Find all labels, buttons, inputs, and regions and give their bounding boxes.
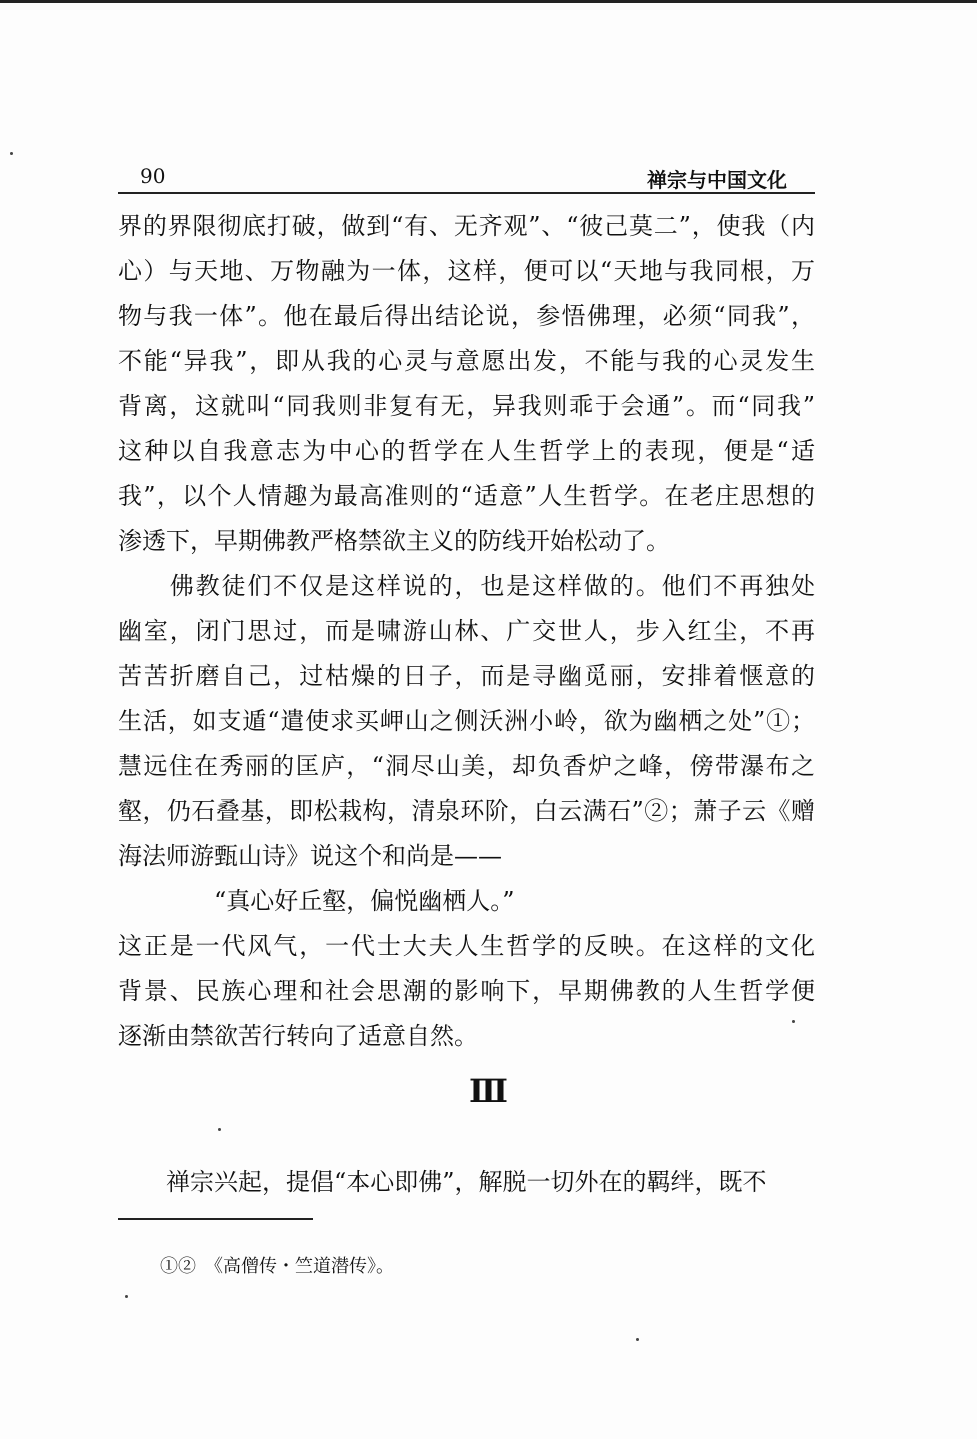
body-text <box>118 204 815 1059</box>
page-number: 90 <box>140 164 166 188</box>
running-title: 禅宗与中国文化 <box>647 168 787 192</box>
text-line: 佛教徒们不仅是这样说的，也是这样做的。他们不再独处 <box>118 572 815 600</box>
header-rule <box>118 192 815 194</box>
text-line: 物与我一体”。他在最后得出结论说，参悟佛理，必须“同我”， <box>118 302 815 330</box>
body-text-section3 <box>118 1160 815 1205</box>
scan-speck <box>125 1295 128 1298</box>
scan-top-edge <box>0 0 977 3</box>
text-line: 壑，仍石叠基，即松栽构，清泉环阶，白云满石”②；萧子云《赠 <box>118 797 815 825</box>
footnote: ①② 《高僧传・竺道潜传》。 <box>160 1256 394 1277</box>
text-line: 我”，以个人情趣为最高准则的“适意”人生哲学。在老庄思想的 <box>118 482 815 510</box>
text-line: 这正是一代风气，一代士大夫人生哲学的反映。在这样的文化 <box>118 932 815 960</box>
text-line: 这种以自我意志为中心的哲学在人生哲学上的表现，便是“适 <box>118 437 815 465</box>
scan-speck <box>218 1128 221 1131</box>
text-line: 心）与天地、万物融为一体，这样，便可以“天地与我同根，万 <box>118 257 815 285</box>
text-line: 海法师游甄山诗》说这个和尚是—— <box>118 842 502 870</box>
text-line: 逐渐由禁欲苦行转向了适意自然。 <box>118 1022 478 1050</box>
text-line: 背景、民族心理和社会思潮的影响下，早期佛教的人生哲学便 <box>118 977 815 1005</box>
scan-speck <box>792 1020 795 1023</box>
text-line: 生活，如支遁“遣使求买岬山之侧沃洲小岭，欲为幽栖之处”①； <box>118 707 815 735</box>
section-number: Ⅲ <box>469 1072 508 1110</box>
text-line: 背离，这就叫“同我则非复有无，异我则乖于会通”。而“同我” <box>118 392 815 420</box>
quoted-verse: “真心好丘壑，偏悦幽栖人。” <box>214 887 515 915</box>
text-line: 幽室，闭门思过，而是啸游山林、广交世人，步入红尘，不再 <box>118 617 815 645</box>
text-line: 禅宗兴起，提倡“本心即佛”，解脱一切外在的羁绊，既不 <box>118 1168 767 1196</box>
text-line: 不能“异我”，即从我的心灵与意愿出发，不能与我的心灵发生 <box>118 347 815 375</box>
scan-speck <box>10 152 13 155</box>
text-line: 渗透下，早期佛教严格禁欲主义的防线开始松动了。 <box>118 527 670 555</box>
text-line: 苦苦折磨自己，过枯燥的日子，而是寻幽觅丽，安排着惬意的 <box>118 662 815 690</box>
text-line: 慧远住在秀丽的匡庐，“洞尽山美，却负香炉之峰，傍带瀑布之 <box>118 752 815 780</box>
scan-speck <box>636 1338 639 1341</box>
footnote-rule <box>118 1218 313 1220</box>
page-header <box>118 162 815 190</box>
text-line: 界的界限彻底打破，做到“有、无齐观”、“彼己莫二”，使我（内 <box>118 212 815 240</box>
